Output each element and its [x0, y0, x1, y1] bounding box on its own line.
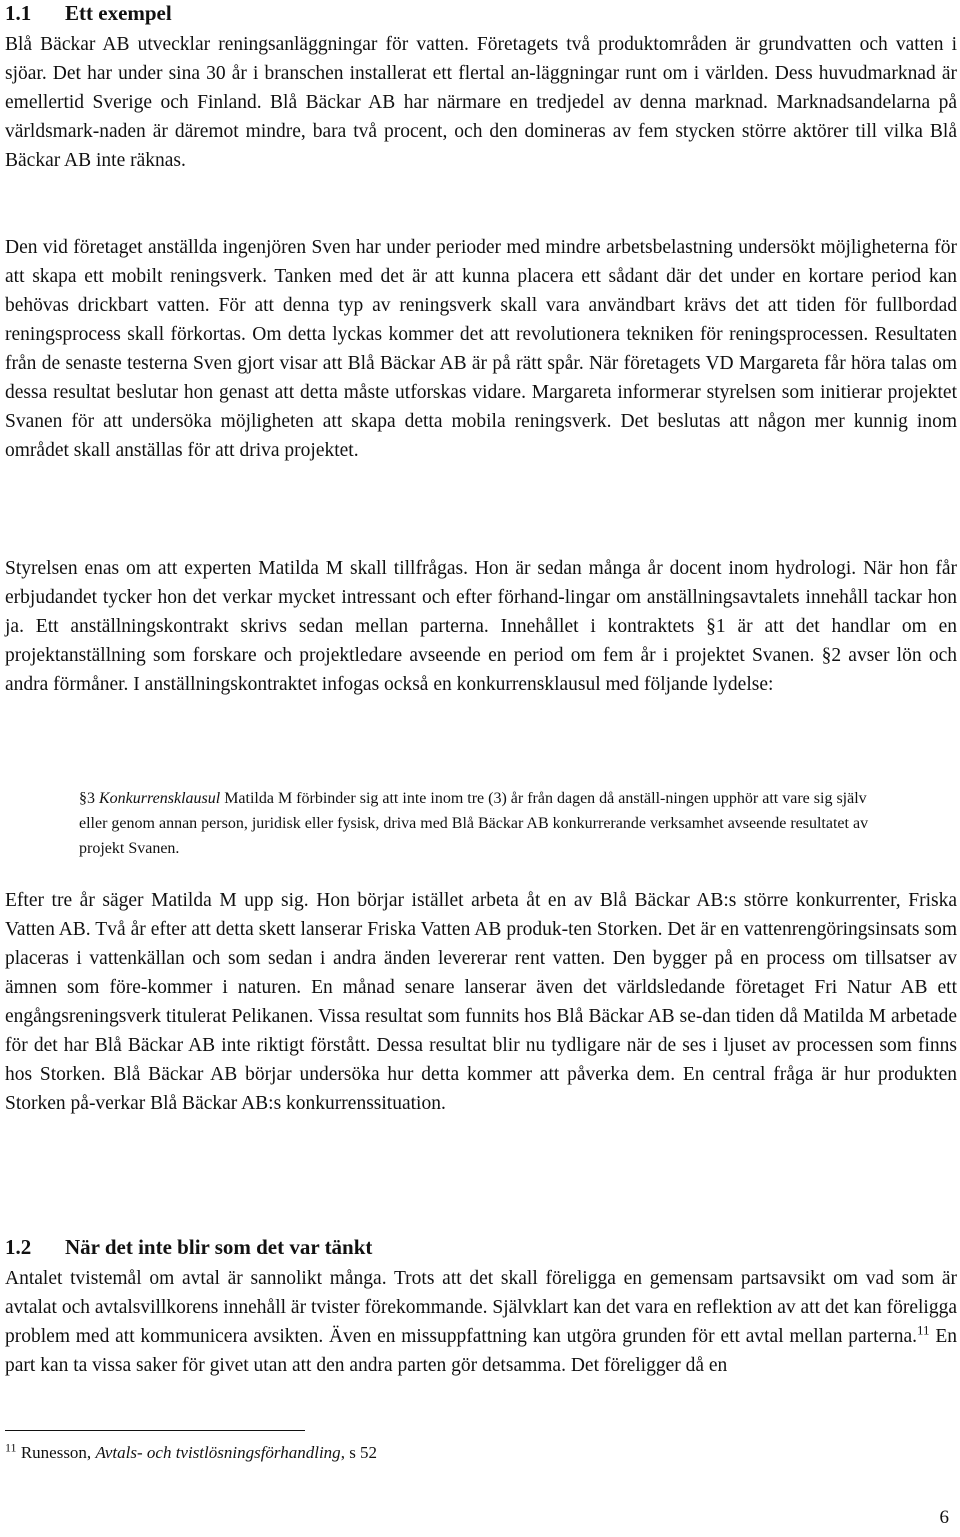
paragraph: [5, 30, 957, 175]
section-heading-1-1: [5, 0, 172, 26]
paragraph-text: Efter tre år säger Matilda M upp sig. Hon börjar istället arbeta åt en av Blå Bäckar AB:s större konkurrenter, Friska Vatten AB. Två år efter att detta skett lanserar Friska Vatten AB produk-ten Storken. Det är en vattenrengöringsinsats som placeras i vattenkällan och som sedan i andra änden levererar rent vatten. Den bygger på en process om tillsatser av ämnen som före-kommer i naturen. En månad senare lanserar även det världsledande företaget Fri Natur AB ett engångsreningsverk titulerat Pelikanen. Vissa resultat som funnits hos Blå Bäckar AB se-dan tiden då Matilda M arbetade för det har Blå Bäckar AB inte riktigt förstått. Dessa resultat blir nu tydligare när de ses i ljuset av processen som finns hos Storken. Blå Bäckar AB börjar undersöka hur detta kommer att påverka dem. En central fråga är hur produkten Storken på-verkar Blå Bäckar AB:s konkurrenssituation.: [5, 890, 957, 1114]
footnote-author: Runesson,: [16, 1443, 96, 1462]
footnote-work-title: Avtals- och tvistlösningsförhandling: [95, 1443, 341, 1462]
footnote-page: , s 52: [340, 1443, 378, 1462]
footnote-number: 11: [5, 1440, 17, 1455]
block-quote-clause: [79, 786, 879, 861]
paragraph-text: Den vid företaget anställda ingenjören Sven har under perioder med mindre arbetsbelastning undersökt möjligheterna för att skapa ett mobilt reningsverk. Tanken med det är att kunna placera ett sådant där det under en kortare period kan behövas drickbart vatten. För att denna typ av reningsverk skall vara användbart krävs det att tiden för fullbordad reningsprocess skall förkortas. Om detta lyckas kommer det att revolutionera tekniken för reningsprocessen. Resultaten från de senaste testerna Sven gjort visar att Blå Bäckar AB är på rätt spår. När företagets VD Margareta får höra talas om dessa resultat beslutar hon genast att detta måste utforskas vidare. Margareta informerar styrelsen som initierar projektet Svanen för att undersöka möjligheten att skapa detta mobila reningsverk. Det beslutas att någon mer kunnig inom området skall anställas för att driva projektet.: [5, 237, 957, 461]
clause-prefix: §3: [79, 790, 99, 807]
paragraph-text-part: En part kan ta vissa saker för givet utan att den andra parten gör detsamma. Det föreligger då en: [5, 1326, 957, 1376]
section-title: Ett exempel: [65, 1, 172, 25]
paragraph: [5, 1264, 957, 1380]
section-heading-1-2: [5, 1234, 372, 1260]
clause-body: Matilda M förbinder sig att inte inom tre (3) år från dagen då anställ-ningen upphör att vare sig själv eller genom annan person, juridisk eller fysisk, driva med Blå Bäckar AB konkurrerande verksamhet avseende resultatet av projekt Svanen.: [79, 790, 869, 857]
paragraph: [5, 886, 957, 1118]
footnote-reference[interactable]: 11: [917, 1322, 930, 1338]
section-number: 1.2: [5, 1235, 32, 1259]
clause-title: Konkurrensklausul: [99, 790, 221, 807]
section-title: När det inte blir som det var tänkt: [65, 1235, 373, 1259]
paragraph: [5, 233, 957, 465]
paragraph-text-part: Antalet tvistemål om avtal är sannolikt många. Trots att det skall föreligga en gemensam partsavsikt om vad som är avtalat och avtalsvillkorens innehåll är tvister förekommande. Självklart kan det vara en reflektion av att det kan föreligga problem med att kommunicera avsikten. Även en missuppfattning kan utgöra grunden för ett avtal mellan parterna.: [5, 1268, 957, 1347]
section-number: 1.1: [5, 1, 32, 25]
footnote: [5, 1441, 377, 1465]
paragraph-text: Blå Bäckar AB utvecklar reningsanläggningar för vatten. Företagets två produktområden är grundvatten och vatten i sjöar. Det har under sina 30 år i branschen installerat ett flertal an-läggningar runt om i världen. Dess huvudmarknad är emellertid Sverige och Finland. Blå Bäckar AB har närmare en tredjedel av denna marknad. Marknadsandelarna på världsmark-naden är däremot mindre, bara två procent, och den domineras av fem stycken större aktörer till vilka Blå Bäckar AB inte räknas.: [5, 34, 957, 171]
page-number: 6: [939, 1507, 949, 1528]
footnote-divider: [5, 1430, 305, 1431]
paragraph-text: [5, 1264, 957, 1380]
paragraph: [5, 554, 957, 699]
paragraph-text: Styrelsen enas om att experten Matilda M skall tillfrågas. Hon är sedan många år docent inom hydrologi. När hon får erbjudandet tycker hon det verkar mycket intressant och efter förhand-lingar om anställningsavtalets innehåll tackar hon ja. Ett anställningskontrakt skrivs sedan mellan parterna. Innehållet i kontraktets §1 är att det handlar om en projektanställning som forskare och projektledare avseende en period om fem år i projektet Svanen. §2 avser lön och andra förmåner. I anställningskontraktet infogas också en konkurrensklausul med följande lydelse:: [5, 558, 957, 695]
